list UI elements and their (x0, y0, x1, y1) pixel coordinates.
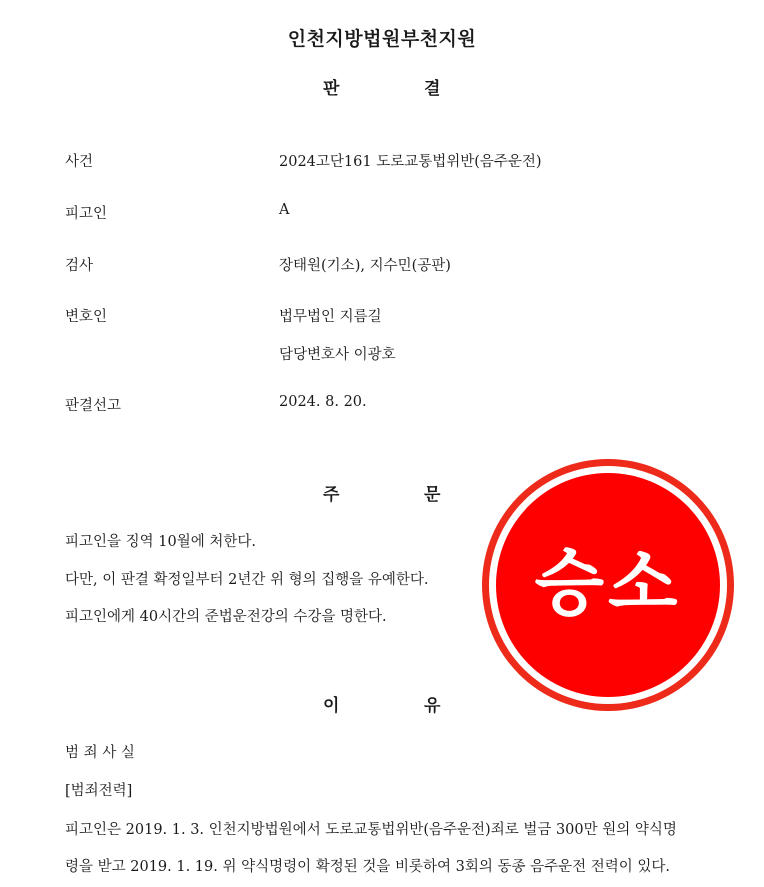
win-stamp (479, 456, 737, 714)
field-counsel-attorney: 담당변호사 이광호 (279, 347, 396, 363)
order-line-3: 피고인에게 40시간의 준법운전강의 수강을 명한다. (65, 609, 387, 625)
facts-heading: 범 죄 사 실 (65, 745, 135, 761)
stamp-text: 승소 (534, 541, 682, 625)
order-line-2: 다만, 이 판결 확정일부터 2년간 위 형의 집행을 유예한다. (65, 572, 429, 588)
field-defendant-label: 피고인 (65, 206, 108, 222)
reason-heading-char-1: 이 (323, 696, 340, 716)
field-case-value: 2024고단161 도로교통법위반(음주운전) (279, 154, 542, 170)
field-counsel-label: 변호인 (65, 309, 108, 325)
field-case-label: 사건 (65, 154, 94, 170)
field-counsel-firm: 법무법인 지름길 (279, 309, 382, 325)
field-prosecutor-label: 검사 (65, 258, 94, 274)
field-date-label: 판결선고 (65, 398, 122, 414)
order-heading-char-1: 주 (323, 485, 340, 505)
field-defendant-value: A (279, 202, 290, 218)
record-heading: [범죄전력] (65, 783, 133, 799)
field-date-value: 2024. 8. 20. (279, 394, 367, 410)
order-line-1: 피고인을 징역 10월에 처한다. (65, 534, 256, 550)
field-prosecutor-value: 장태원(기소), 지수민(공판) (279, 258, 451, 274)
order-heading-char-2: 문 (424, 485, 441, 505)
court-name: 인천지방법원부천지원 (287, 28, 477, 50)
record-line-2: 령을 받고 2019. 1. 19. 위 약식명령이 확정된 것을 비롯하여 3회의 동종 음주운전 전력이 있다. (65, 859, 670, 875)
reason-heading-char-2: 유 (424, 696, 441, 716)
judgment-title-char-2: 결 (424, 79, 441, 99)
record-line-1: 피고인은 2019. 1. 3. 인천지방법원에서 도로교통법위반(음주운전)죄로 벌금 300만 원의 약식명 (65, 822, 677, 838)
judgment-title-char-1: 판 (323, 79, 340, 99)
